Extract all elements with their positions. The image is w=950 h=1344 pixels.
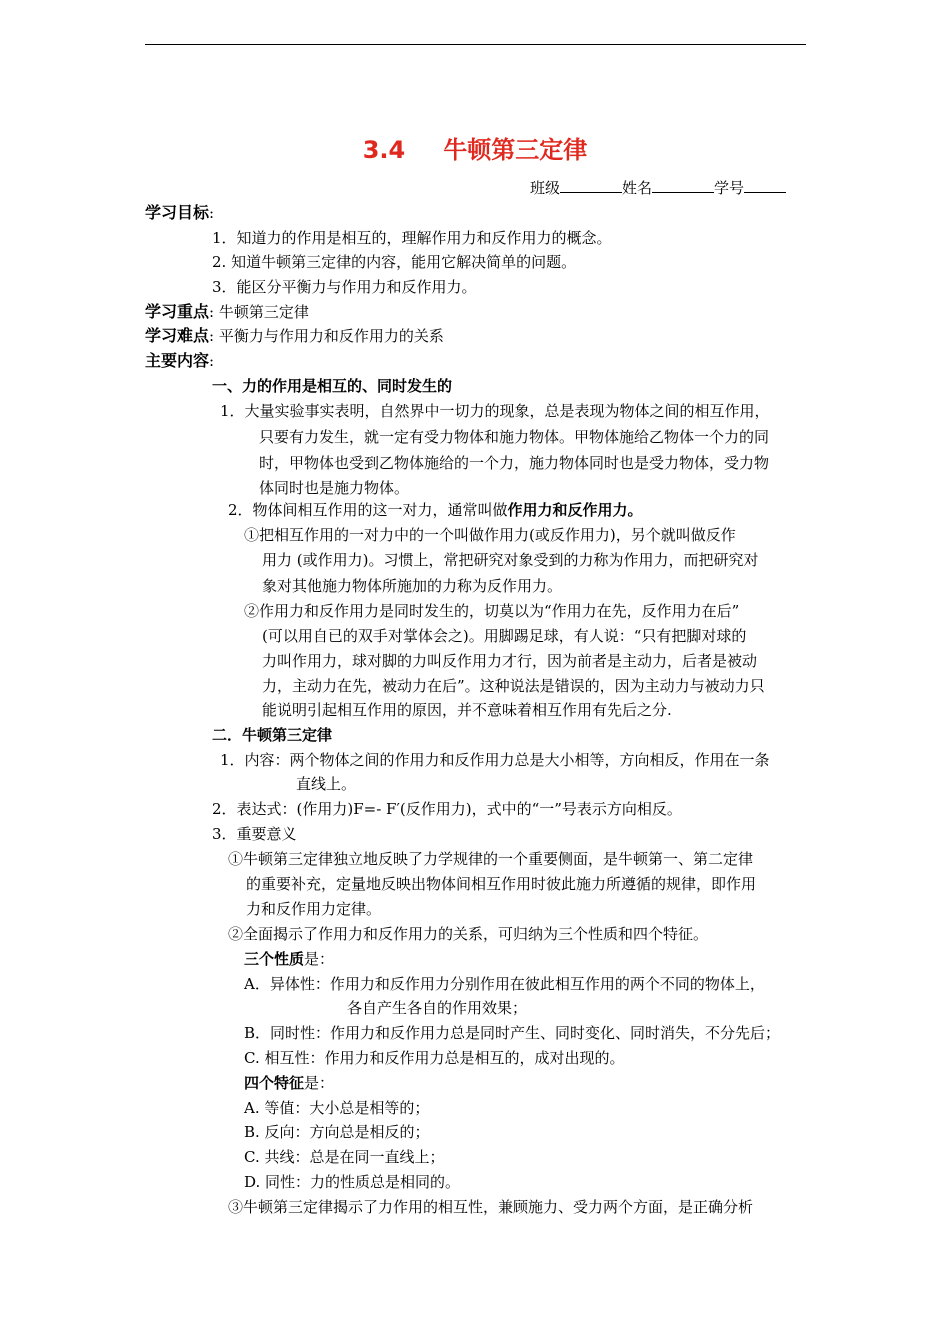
difficulty-line — [145, 326, 444, 346]
s1-p1-line3: 时，甲物体也受到乙物体施给的一个力，施力物体同时也是受力物体，受力物 — [259, 454, 770, 472]
s1-p1-line4: 体同时也是施力物体。 — [259, 479, 410, 497]
s2-m3: ③牛顿第三定律揭示了力作用的相互性，兼顾施力、受力两个方面，是正确分析 — [228, 1198, 754, 1216]
feature-a: A. 等值：大小总是相等的； — [244, 1099, 430, 1117]
s2-m2: ②全面揭示了作用力和反作用力的关系，可归纳为三个性质和四个特征。 — [228, 925, 709, 943]
section1-heading: 一、力的作用是相互的、同时发生的 — [212, 377, 453, 395]
main-heading — [145, 351, 214, 371]
goal-item-2: 2. 知道牛顿第三定律的内容，能用它解决简单的问题。 — [212, 253, 577, 271]
features-suffix: 是： — [304, 1074, 335, 1092]
focus-line — [145, 302, 309, 322]
id-label: 学号 — [714, 179, 745, 197]
feature-d: D. 同性：力的性质总是相同的。 — [244, 1173, 461, 1191]
name-blank[interactable] — [652, 178, 714, 193]
title-text: 牛顿第三定律 — [443, 136, 588, 164]
goals-heading — [145, 203, 214, 223]
s1-c1-line3: 象对其他施力物体所施加的力称为反作用力。 — [262, 577, 563, 595]
student-info-line — [530, 178, 786, 198]
prop-b: B．同时性：作用力和反作用力总是同时产生、同时变化、同时消失，不分先后； — [244, 1024, 781, 1042]
s2-content-line1: 1．内容：两个物体之间的作用力和反作用力总是大小相等，方向相反，作用在一条 — [220, 751, 770, 769]
prop-c: C. 相互性：作用力和反作用力总是相互的，成对出现的。 — [244, 1049, 625, 1067]
feature-c: C. 共线：总是在同一直线上； — [244, 1148, 445, 1166]
s1-c1-line2: 用力 (或作用力)。习惯上，常把研究对象受到的力称为作用力，而把研究对 — [262, 551, 759, 569]
difficulty-label: 学习难点 — [145, 326, 210, 345]
s2-expression: 2．表达式：(作用力)F=- F′(反作用力)，式中的“一”号表示方向相反。 — [212, 800, 682, 818]
focus-text: : 牛顿第三定律 — [209, 303, 309, 321]
name-label: 姓名 — [622, 179, 653, 197]
focus-label: 学习重点 — [145, 302, 210, 321]
s1-p2 — [228, 500, 643, 520]
s2-content-line2: 直线上。 — [296, 775, 357, 793]
goal-item-1: 1．知道力的作用是相互的，理解作用力和反作用力的概念。 — [212, 229, 612, 247]
difficulty-text: : 平衡力与作用力和反作用力的关系 — [209, 327, 444, 345]
s1-p2-bold: 作用力和反作用力。 — [507, 501, 643, 519]
title-number: 3.4 — [362, 136, 406, 164]
s1-c2-line2: (可以用自已的双手对掌体会之)。用脚踢足球，有人说：“只有把脚对球的 — [262, 627, 747, 645]
s2-significance: 3．重要意义 — [212, 825, 297, 843]
prop-a-line2: 各自产生各自的作用效果； — [347, 999, 528, 1017]
features-bold: 四个特征 — [244, 1074, 305, 1092]
s1-c2-line5: 能说明引起相互作用的原因，并不意味着相互作用有先后之分. — [262, 701, 672, 719]
goals-label: 学习目标 — [145, 203, 210, 222]
header-rule — [145, 44, 806, 45]
s2-m1-line1: ①牛顿第三定律独立地反映了力学规律的一个重要侧面，是牛顿第一、第二定律 — [228, 850, 754, 868]
props-heading — [244, 949, 334, 969]
s1-p1-line1: 1．大量实验事实表明，自然界中一切力的现象，总是表现为物体之间的相互作用， — [220, 402, 770, 420]
section2-heading: 二．牛顿第三定律 — [212, 726, 333, 744]
page-title — [0, 136, 950, 164]
class-blank[interactable] — [560, 178, 622, 193]
s1-c2-line1: ②作用力和反作用力是同时发生的，切莫以为“作用力在先，反作用力在后” — [244, 602, 740, 620]
props-suffix: 是： — [304, 950, 335, 968]
id-blank[interactable] — [744, 178, 786, 193]
main-colon: : — [209, 352, 215, 370]
s2-m1-line3: 力和反作用力定律。 — [246, 900, 382, 918]
goal-item-3: 3．能区分平衡力与作用力和反作用力。 — [212, 278, 477, 296]
s1-p2-prefix: 2．物体间相互作用的这一对力，通常叫做 — [228, 501, 508, 519]
s1-c2-line3: 力叫作用力，球对脚的力叫反作用力才行，因为前者是主动力，后者是被动 — [262, 652, 758, 670]
class-label: 班级 — [530, 179, 561, 197]
s1-c2-line4: 力，主动力在先，被动力在后”。这种说法是错误的，因为主动力与被动力只 — [262, 677, 765, 695]
props-bold: 三个性质 — [244, 950, 305, 968]
goals-colon: : — [209, 204, 215, 222]
s2-m1-line2: 的重要补充，定量地反映出物体间相互作用时彼此施力所遵循的规律，即作用 — [246, 875, 757, 893]
s1-p1-line2: 只要有力发生，就一定有受力物体和施力物体。甲物体施给乙物体一个力的同 — [259, 428, 770, 446]
s1-c1-line1: ①把相互作用的一对力中的一个叫做作用力(或反作用力)，另个就叫做反作 — [244, 526, 736, 544]
prop-a-line1: A．异体性：作用力和反作用力分别作用在彼此相互作用的两个不同的物体上， — [244, 975, 765, 993]
feature-b: B. 反向：方向总是相反的； — [244, 1123, 430, 1141]
main-label: 主要内容 — [145, 351, 210, 370]
features-heading — [244, 1073, 334, 1093]
